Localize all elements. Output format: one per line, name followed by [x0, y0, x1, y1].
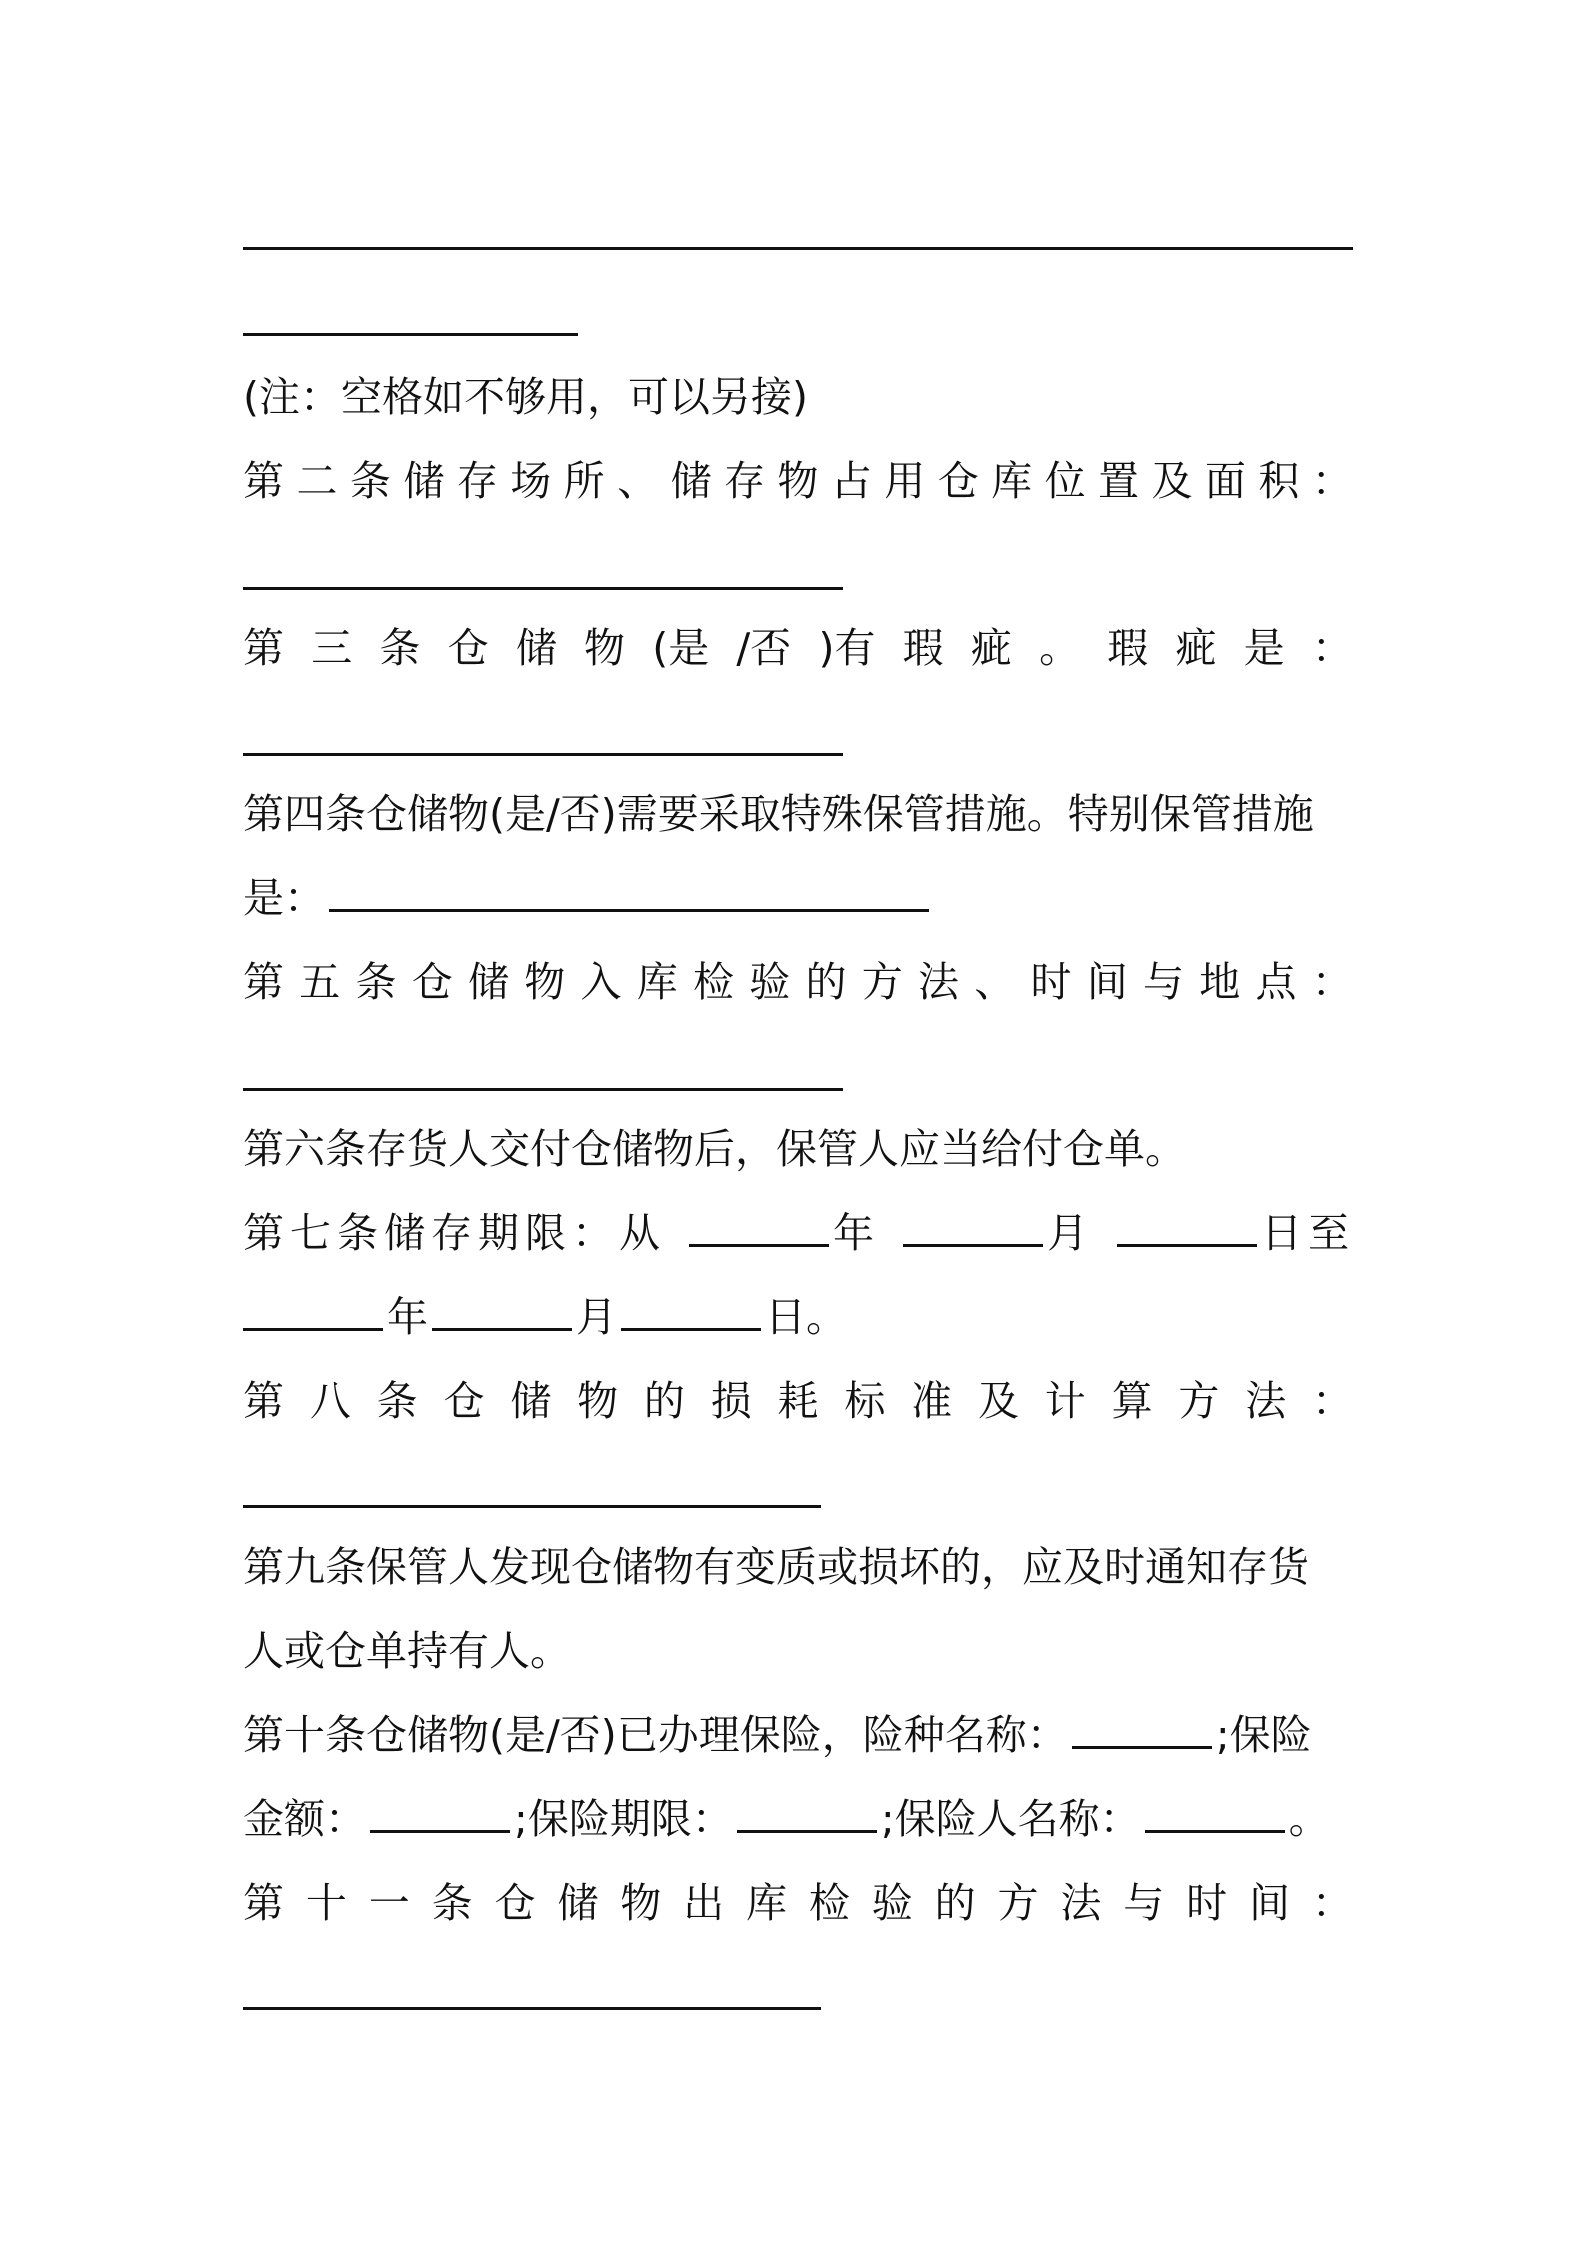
- article-7-line-2: [243, 1287, 1353, 1347]
- justified-char: 仓: [411, 958, 453, 1006]
- justified-char: 、: [974, 958, 1016, 1006]
- article-7-year-label: 年: [833, 1209, 881, 1257]
- justified-char: 条: [376, 1377, 418, 1425]
- justified-char: 入: [580, 958, 622, 1006]
- justified-char: 、: [617, 457, 659, 505]
- justified-char: 物: [584, 624, 626, 672]
- justified-char: 仓: [447, 624, 489, 672]
- justified-char: 。: [1039, 624, 1081, 672]
- justified-char: 位: [1044, 457, 1086, 505]
- justified-char: 及: [977, 1377, 1019, 1425]
- justified-char: 法: [918, 958, 959, 1006]
- justified-char: 方: [1178, 1377, 1220, 1425]
- article-7-month2-label: 月: [576, 1293, 617, 1341]
- article-7-prefix: 第七条储存期限：从: [243, 1209, 666, 1257]
- article-5-blank[interactable]: [243, 1088, 843, 1091]
- justified-char: 存: [723, 457, 765, 505]
- article-7-end-day-blank[interactable]: [621, 1288, 761, 1331]
- article-10-prefix: 第十条仓储物(是/否)已办理保险，险种名称：: [243, 1711, 1068, 1759]
- article-7-day-end-label: 日。: [765, 1293, 847, 1341]
- article-7-year2-label: 年: [387, 1293, 428, 1341]
- justified-char: 物: [620, 1879, 662, 1927]
- justified-char: 方: [997, 1879, 1039, 1927]
- justified-char: 瑕: [1107, 624, 1149, 672]
- article-10-amount-label: 金额：: [243, 1795, 366, 1843]
- article-7-line-1: [243, 1203, 1356, 1263]
- justified-char: 仓: [443, 1377, 485, 1425]
- article-10-insurance-type-blank[interactable]: [1072, 1706, 1212, 1749]
- justified-char: 计: [1044, 1377, 1086, 1425]
- justified-char: 标: [844, 1377, 886, 1425]
- justified-char: 耗: [777, 1377, 819, 1425]
- note-text: (注：空格如不够用，可以另接): [243, 373, 808, 421]
- justified-char: ：: [1311, 624, 1353, 672]
- article-7-end-year-blank[interactable]: [243, 1288, 383, 1331]
- justified-char: /否: [736, 624, 792, 672]
- justified-char: 的: [643, 1377, 685, 1425]
- article-10-line1-suffix: ;保险: [1215, 1711, 1312, 1759]
- justified-char: 是: [1243, 624, 1285, 672]
- justified-char: 准: [911, 1377, 953, 1425]
- justified-char: 条: [355, 958, 397, 1006]
- article-7-end-month-blank[interactable]: [432, 1288, 572, 1331]
- article-6: 第六条存货人交付仓储物后，保管人应当给付仓单。: [243, 1125, 1186, 1173]
- justified-char: 二: [296, 457, 338, 505]
- justified-char: 第: [243, 624, 284, 672]
- justified-char: 疵: [970, 624, 1012, 672]
- justified-char: 仓: [937, 457, 979, 505]
- justified-char: 第: [243, 958, 284, 1006]
- justified-char: 储: [510, 1377, 552, 1425]
- blank-line-top-full[interactable]: [243, 247, 1353, 250]
- justified-char: 库: [636, 958, 678, 1006]
- justified-char: 检: [693, 958, 734, 1006]
- article-10-insurer-label: ;保险人名称：: [880, 1795, 1141, 1843]
- article-10-line-2: [243, 1789, 1353, 1849]
- justified-char: 损: [710, 1377, 752, 1425]
- justified-char: (是: [652, 624, 710, 672]
- justified-char: 十: [305, 1879, 347, 1927]
- justified-char: 场: [510, 457, 552, 505]
- justified-char: 条: [349, 457, 391, 505]
- justified-char: 瑕: [902, 624, 944, 672]
- article-10-insurer-blank[interactable]: [1145, 1790, 1285, 1833]
- justified-char: ：: [1311, 1879, 1353, 1927]
- article-7-start-month-blank[interactable]: [903, 1204, 1043, 1247]
- justified-char: ：: [1312, 1377, 1353, 1425]
- justified-char: 验: [871, 1879, 913, 1927]
- article-2: [243, 451, 1353, 511]
- justified-char: 仓: [494, 1879, 536, 1927]
- justified-char: 储: [515, 624, 557, 672]
- justified-char: 条: [379, 624, 421, 672]
- article-11-blank[interactable]: [243, 2007, 821, 2010]
- justified-char: 储: [403, 457, 445, 505]
- article-9-line-2: 人或仓单持有人。: [243, 1627, 571, 1675]
- justified-char: )有: [818, 624, 876, 672]
- justified-char: 的: [805, 958, 847, 1006]
- article-3-blank[interactable]: [243, 753, 843, 756]
- justified-char: 检: [808, 1879, 850, 1927]
- article-10-period-blank[interactable]: [737, 1790, 877, 1833]
- justified-char: 储: [557, 1879, 599, 1927]
- article-4-line-1: 第四条仓储物(是/否)需要采取特殊保管措施。特别保管措施: [243, 790, 1314, 838]
- article-10-period-label: ;保险期限：: [514, 1795, 733, 1843]
- justified-char: 用: [884, 457, 926, 505]
- justified-char: 三: [311, 624, 353, 672]
- justified-char: 物: [524, 958, 566, 1006]
- justified-char: 出: [683, 1879, 725, 1927]
- article-2-blank[interactable]: [243, 587, 843, 590]
- justified-char: 储: [468, 958, 509, 1006]
- justified-char: 一: [368, 1879, 410, 1927]
- justified-char: 置: [1098, 457, 1139, 505]
- justified-char: 物: [577, 1377, 619, 1425]
- article-7-month-label: 月: [1047, 1209, 1095, 1257]
- justified-char: 法: [1060, 1879, 1102, 1927]
- justified-char: 时: [1186, 1879, 1228, 1927]
- justified-char: 算: [1111, 1377, 1153, 1425]
- article-5: [243, 952, 1353, 1012]
- article-8-blank[interactable]: [243, 1505, 821, 1508]
- justified-char: ：: [1311, 958, 1353, 1006]
- justified-char: 所: [563, 457, 605, 505]
- justified-char: 间: [1249, 1879, 1290, 1927]
- article-8: [243, 1371, 1353, 1431]
- justified-char: 物: [777, 457, 819, 505]
- justified-char: 法: [1245, 1377, 1287, 1425]
- article-10-line-1: [243, 1705, 1353, 1765]
- justified-char: 积: [1258, 457, 1300, 505]
- article-4-blank[interactable]: [329, 869, 929, 912]
- justified-char: 五: [299, 958, 341, 1006]
- article-4-label: 是：: [243, 874, 325, 922]
- justified-char: 面: [1204, 457, 1246, 505]
- justified-char: 储: [670, 457, 712, 505]
- justified-char: 与: [1143, 958, 1184, 1006]
- article-7-start-day-blank[interactable]: [1117, 1204, 1257, 1247]
- justified-char: 疵: [1175, 624, 1217, 672]
- article-3: [243, 618, 1353, 678]
- justified-char: 第: [243, 457, 284, 505]
- justified-char: 八: [309, 1377, 351, 1425]
- article-10-amount-blank[interactable]: [370, 1790, 510, 1833]
- justified-char: 间: [1086, 958, 1128, 1006]
- justified-char: ：: [1311, 457, 1353, 505]
- justified-char: 第: [243, 1377, 284, 1425]
- justified-char: 时: [1030, 958, 1072, 1006]
- article-7-day-to-label: 日至: [1261, 1209, 1356, 1257]
- justified-char: 点: [1255, 958, 1297, 1006]
- article-7-start-year-blank[interactable]: [689, 1204, 829, 1247]
- justified-char: 及: [1151, 457, 1193, 505]
- justified-char: 存: [456, 457, 498, 505]
- justified-char: 库: [991, 457, 1033, 505]
- justified-char: 第: [243, 1879, 284, 1927]
- article-9-line-1: 第九条保管人发现仓储物有变质或损坏的，应及时通知存货: [243, 1543, 1309, 1591]
- justified-char: 与: [1123, 1879, 1165, 1927]
- article-4-line-2: [243, 868, 1353, 928]
- justified-char: 方: [861, 958, 903, 1006]
- justified-char: 的: [934, 1879, 976, 1927]
- justified-char: 地: [1199, 958, 1241, 1006]
- article-11: [243, 1873, 1353, 1933]
- justified-char: 占: [830, 457, 872, 505]
- article-10-line2-end: 。: [1288, 1795, 1330, 1843]
- blank-line-top-short[interactable]: [243, 333, 578, 336]
- justified-char: 验: [749, 958, 791, 1006]
- justified-char: 库: [746, 1879, 787, 1927]
- justified-char: 条: [431, 1879, 473, 1927]
